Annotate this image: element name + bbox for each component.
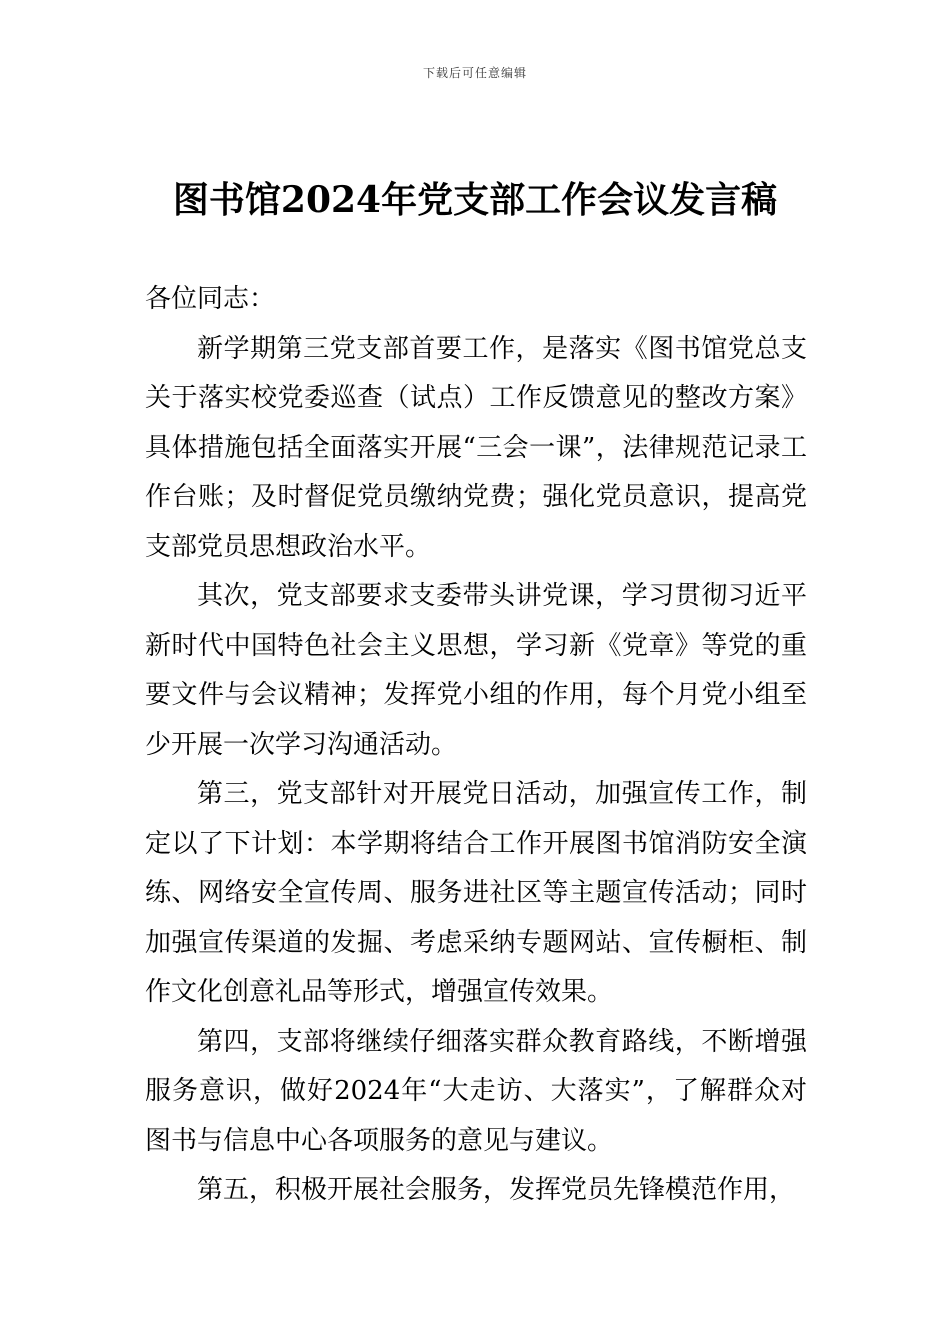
document-title: 图书馆2024年党支部工作会议发言稿	[172, 179, 778, 221]
document-body	[145, 275, 807, 1216]
header-note: 下载后可任意编辑	[422, 66, 527, 80]
paragraph-5: 第五，积极开展社会服务，发挥党员先锋模范作用，	[197, 1175, 796, 1205]
paragraph-2: 其次，党支部要求支委带头讲党课，学习贯彻习近平新时代中国特色社会主义思想，学习新《党章》等党的重要文件与会议精神；发挥党小组的作用，每个月党小组至少开展一次学习沟通活动。	[145, 581, 807, 760]
paragraph-3: 第三，党支部针对开展党日活动，加强宣传工作，制定以了下计划：本学期将结合工作开展图书馆消防安全演练、网络安全宣传周、服务进社区等主题宣传活动；同时加强宣传渠道的发掘、考虑采纳专题网站、宣传橱柜、制作文化创意礼品等形式，增强宣传效果。	[145, 779, 807, 1007]
greeting: 各位同志：	[145, 284, 276, 314]
paragraph-4: 第四，支部将继续仔细落实群众教育路线，不断增强服务意识，做好2024年“大走访、大落实”，了解群众对图书与信息中心各项服务的意见与建议。	[145, 1026, 807, 1156]
paragraph-1: 新学期第三党支部首要工作，是落实《图书馆党总支关于落实校党委巡查（试点）工作反馈意见的整改方案》具体措施包括全面落实开展“三会一课”，法律规范记录工作台账；及时督促党员缴纳党费；强化党员意识，提高党支部党员思想政治水平。	[145, 333, 807, 562]
